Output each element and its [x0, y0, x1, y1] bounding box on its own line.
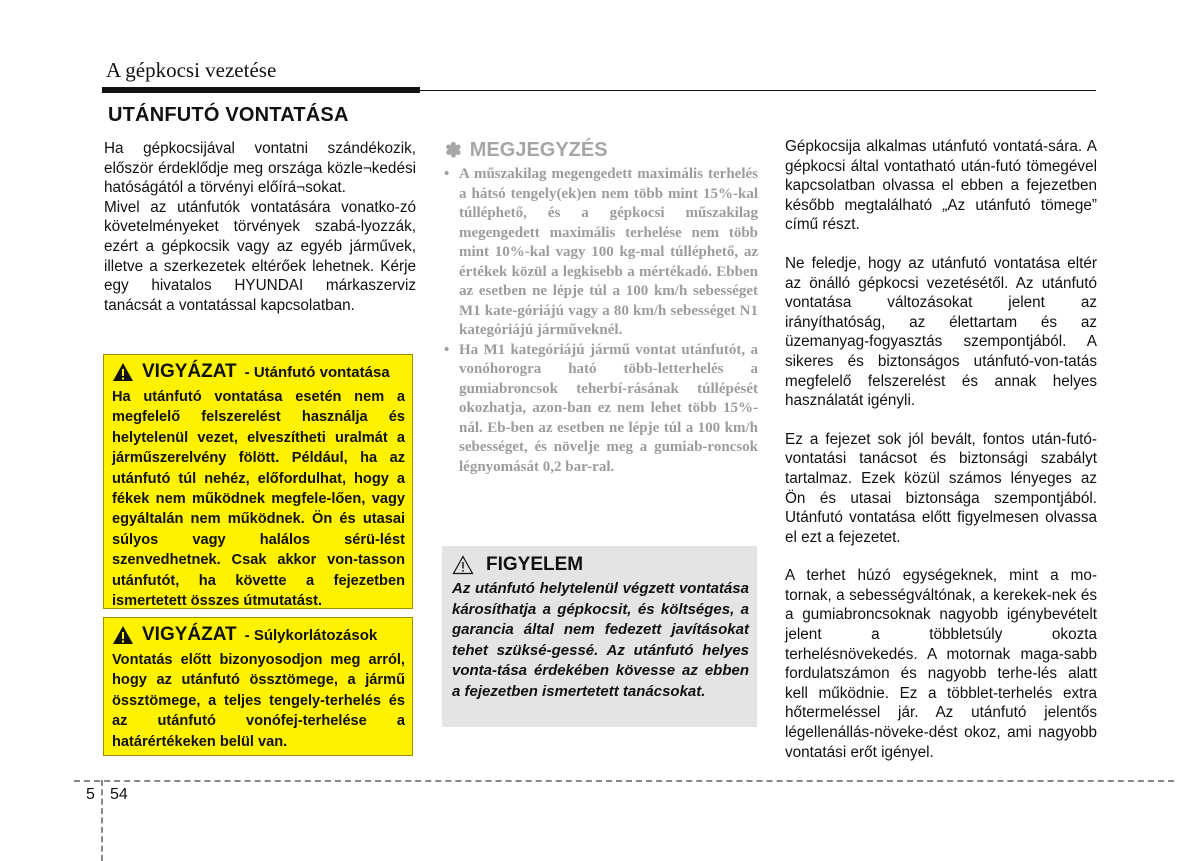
warning-header: [112, 361, 405, 383]
caution-text: Az utánfutó helytelenül végzett vontatása károsíthatja a gépkocsit, és költséges, a garancia által nem fedezett javításokat tehet szüksé-gessé. Az utánfutó helyes vonta-tása érdekében kövesse az ebben a fejezetben ismertetett tanácsokat.: [452, 580, 749, 700]
note-list: [444, 165, 758, 477]
warning-triangle-icon: [112, 362, 134, 382]
note-item-text: Ha M1 kategóriájú jármű vontat utánfutót, a vonóhorogra ható több-letterhelés a gumiabroncsok teherbí-rásának túllépését okozhatja, azon-ban ez nem lehet több 15%-nál. Eb-ben az esetben ne lépje túl a 100 km/h sebességet, és növelje meg a gumiab-roncsok légnyomását 0,2 bar-ral.: [459, 341, 758, 475]
intro-paragraph-2: Mivel az utánfutók vontatására vonatko-zó követelményeket törvények szabá-lyozzák, ezért a gépkocsik vagy az egyéb járművek, illetve a szerkezetek eltérőek lehetnek. Kérje egy hivatalos HYUNDAI márkaszerviz tanácsát a vontatással kapcsolatban.: [104, 198, 416, 314]
caution-header: [452, 554, 749, 576]
intro-paragraph-1: Ha gépkocsijával vontatni szándékozik, először érdeklődje meg országa közle¬kedési hatóságától a törvényi előírá¬sokat.: [104, 140, 416, 197]
paragraph: Gépkocsija alkalmas utánfutó vontatá-sára. A gépkocsi által vontatható után-futó tömegével kapcsolatban olvassa el ebben a fejezetben később megtalálható „Az utánfutó tömege” című részt.: [785, 138, 1097, 234]
caution-box: [442, 546, 757, 727]
intro-text: [104, 139, 416, 315]
paragraph: Ez a fejezet sok jól bevált, fontos után-futó-vontatási tanácsot és biztonsági szabályt tartalmaz. Ezek közül számos lényeges az Ön és utasai biztonsága szempontjából. Utánfutó vontatása előtt figyelmesen olvassa el ezt a fejezetet.: [785, 430, 1097, 546]
note-title: MEGJEGYZÉS: [469, 139, 608, 161]
warning-label: VIGYÁZAT: [142, 361, 237, 382]
right-column: [785, 137, 1097, 781]
header-rule-thick: [102, 87, 420, 93]
caution-triangle-icon: [452, 555, 474, 575]
note-item: [444, 341, 758, 478]
bullet-icon: •: [444, 166, 450, 182]
footer-dashed-divider: [101, 780, 103, 861]
warning-text: Vontatás előtt bizonyosodjon meg arról, hogy az utánfutó össztömege, a jármű össztömege, a teljes tengely-terhelés és az utánfutó vonófej-terhelése a határértékeken belül van.: [112, 652, 405, 750]
note-item-text: A műszakilag megengedett maximális terhelés a hátsó tengely(ek)en nem több mint 15%-kal túlléphető, és a gépkocsi műszakilag megengedett maximális terhelése nem több mint 10%-kal vagy 100 kg-mal túlléphető, az értékek közül a legkisebb a mértékadó. Ebben az esetben ne lépje túl a 100 km/h sebességet M1 kate-góriájú vagy a 80 km/h sebességet N1 kategóriájú járműveknél.: [459, 166, 758, 338]
footer-dashed-line: [74, 780, 1174, 782]
warning-header: [112, 624, 405, 646]
note-asterisk-icon: ✽: [445, 140, 462, 162]
warning-subtitle: - Utánfutó vontatása: [244, 363, 390, 381]
paragraph: Ne feledje, hogy az utánfutó vontatása eltér az önálló gépkocsi vezetésétől. Az utánfutó vontatása változásokat jelent az irányíthatóság, az élettartam és az üzemanyag-fogyasztás szempontjából. A sikeres és biztonságos utánfutó-von-tatás megfelelő felszerelést és annak helyes használatát igényli.: [785, 254, 1097, 410]
page-number: 54: [110, 786, 128, 803]
chapter-title: A gépkocsi vezetése: [106, 58, 277, 82]
header-rule-thin: [420, 90, 1096, 91]
caution-title: FIGYELEM: [486, 554, 584, 575]
warning-subtitle: - Súlykorlátozások: [244, 626, 378, 644]
warning-label: VIGYÁZAT: [142, 624, 237, 645]
paragraph: A terhet húzó egységeknek, mint a mo-tornak, a sebességváltónak, a kerekek-nek és a gumiabroncsoknak nagyobb igénybevételt jelent a többletsúly okozta terhelésnövekedés. A motornak maga-sabb fordulatszámon és nagyobb terhe-lés alatt kell működnie. Ez a többlet-terhelés extra hőtermeléssel jár. Az utánfutó jelentős légellenállás-növeke-dést okoz, ami nagyobb vontatási erőt igényel.: [785, 567, 1097, 761]
warning-triangle-icon: [112, 625, 134, 645]
warning-box-weight-limits: [103, 617, 413, 756]
section-title: UTÁNFUTÓ VONTATÁSA: [108, 104, 349, 126]
note-item: [444, 165, 758, 341]
note-header: [445, 138, 608, 163]
warning-box-towing: [103, 354, 413, 609]
bullet-icon: •: [444, 341, 450, 358]
warning-text: Ha utánfutó vontatása esetén nem a megfelelő felszerelést használja és helytelenül vezet, elveszítheti uralmát a járműszerelvény fölött. Például, ha az utánfutó túl nehéz, előfordulhat, hogy a fékek nem működnek megfele-lően, vagy egyáltalán nem működnek. Ön és utasai súlyos vagy halálos sérü-lést szenvedhetnek. Csak akkor von-tasson utánfutót, ha követte a fejezetben ismertetett összes útmutatást.: [112, 389, 405, 610]
chapter-number: 5: [86, 786, 95, 803]
